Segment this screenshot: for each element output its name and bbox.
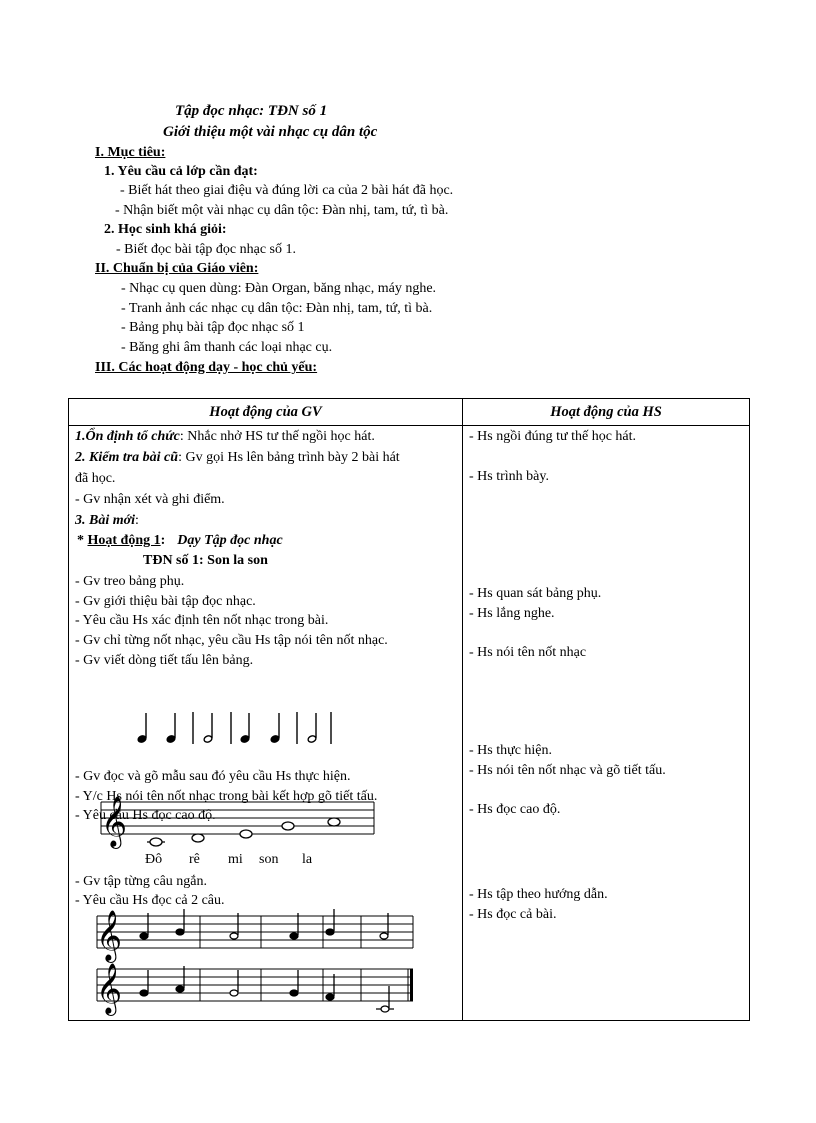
- student-line: - Hs nói tên nốt nhạc và gõ tiết tấu.: [469, 763, 666, 778]
- objective-item: - Biết hát theo giai điệu và đúng lời ca của 2 bài hát đã học.: [120, 183, 454, 198]
- preparation-item: - Bảng phụ bài tập đọc nhạc số 1: [121, 320, 305, 335]
- student-activities-cell: [463, 426, 750, 1021]
- preparation-item: - Băng ghi âm thanh các loại nhạc cụ.: [121, 340, 333, 355]
- whole-note: [192, 834, 204, 842]
- solfege-label: la: [302, 852, 313, 867]
- preparation-item: - Nhạc cụ quen dùng: Đàn Organ, băng nhạc, máy nghe.: [121, 281, 437, 296]
- treble-clef-icon: 𝄞: [96, 963, 123, 1014]
- teacher-line: - Yêu cầu Hs xác định tên nốt nhạc trong bài.: [75, 613, 329, 628]
- teacher-line: 1.Ổn định tổ chức: Nhắc nhở HS tư thế ngồi học hát.: [75, 429, 375, 444]
- treble-clef-icon: 𝄞: [101, 796, 128, 847]
- solfege-label: mi: [228, 852, 243, 867]
- quarter-note: [176, 986, 184, 992]
- teacher-line: - Gv nhận xét và ghi điểm.: [75, 492, 225, 507]
- student-line: - Hs tập theo hướng dẫn.: [469, 887, 608, 902]
- teacher-line: TĐN số 1: Son la son: [143, 553, 268, 568]
- objective-item: - Nhận biết một vài nhạc cụ dân tộc: Đàn nhị, tam, tứ, tì bà.: [115, 203, 449, 218]
- lesson-subtitle: Giới thiệu một vài nhạc cụ dân tộc: [163, 124, 378, 140]
- student-line: - Hs thực hiện.: [469, 743, 553, 758]
- teacher-line: - Gv viết dòng tiết tấu lên bảng.: [75, 653, 254, 668]
- solfege-label: Đô: [145, 852, 163, 867]
- teacher-line: - Yêu cầu Hs đọc cao độ.: [75, 808, 216, 823]
- teacher-line: 3. Bài mới:: [75, 513, 139, 528]
- half-note: [380, 933, 388, 939]
- preparation-item: - Tranh ảnh các nhạc cụ dân tộc: Đàn nhị, tam, tứ, tì bà.: [121, 301, 433, 316]
- half-note: [381, 1006, 389, 1012]
- section-objectives-heading: I. Mục tiêu:: [95, 145, 166, 160]
- teacher-line: - Gv đọc và gõ mẫu sau đó yêu cầu Hs thực hiện.: [75, 769, 351, 784]
- solfege-label: son: [259, 852, 279, 867]
- whole-note: [328, 818, 340, 826]
- section-preparation-heading: II. Chuẩn bị của Giáo viên:: [95, 261, 259, 276]
- section-activities-heading: III. Các hoạt động dạy - học chủ yếu:: [95, 360, 318, 375]
- quarter-note: [140, 990, 148, 996]
- quarter-note: [326, 994, 334, 1000]
- teacher-line: đã học.: [75, 471, 116, 486]
- student-line: - Hs đọc cao độ.: [469, 802, 561, 817]
- teacher-line: - Gv tập từng câu ngắn.: [75, 874, 207, 889]
- objectives-advanced-heading: 2. Học sinh khá giỏi:: [104, 222, 227, 237]
- teacher-line: - Gv treo bảng phụ.: [75, 574, 185, 589]
- student-column-header: Hoạt động của HS: [463, 399, 750, 426]
- final-bar-line: [410, 969, 413, 1001]
- teacher-line: - Gv giới thiệu bài tập đọc nhạc.: [75, 594, 256, 609]
- teacher-line: * Hoạt động 1: Dạy Tập đọc nhạc: [77, 533, 283, 548]
- student-line: - Hs quan sát bảng phụ.: [469, 586, 602, 601]
- teacher-column-header: Hoạt động của GV: [69, 399, 463, 426]
- student-line: - Hs đọc cả bài.: [469, 907, 557, 922]
- objective-item: - Biết đọc bài tập đọc nhạc số 1.: [116, 242, 297, 257]
- melody-staff-1: [97, 916, 413, 948]
- whole-note: [150, 838, 162, 846]
- objectives-class-heading: 1. Yêu cầu cả lớp cần đạt:: [104, 164, 258, 179]
- student-line: - Hs nói tên nốt nhạc: [469, 645, 587, 660]
- lesson-title: Tập đọc nhạc: TĐN số 1: [175, 103, 328, 119]
- solfege-label: rê: [189, 852, 200, 867]
- student-line: - Hs ngồi đúng tư thế học hát.: [469, 429, 637, 444]
- quarter-note: [176, 929, 184, 935]
- half-note: [230, 933, 238, 939]
- student-line: - Hs lắng nghe.: [469, 606, 555, 621]
- rhythm-notation: [69, 426, 463, 1020]
- teacher-line: - Gv chỉ từng nốt nhạc, yêu cầu Hs tập nói tên nốt nhạc.: [75, 633, 388, 648]
- quarter-note: [140, 933, 148, 939]
- quarter-note: [326, 929, 334, 935]
- half-note: [230, 990, 238, 996]
- student-line: - Hs trình bày.: [469, 469, 549, 484]
- quarter-note: [290, 990, 298, 996]
- treble-clef-icon: 𝄞: [96, 910, 123, 961]
- whole-note: [240, 830, 252, 838]
- teacher-line: - Yêu cầu Hs đọc cả 2 câu.: [75, 893, 225, 908]
- teacher-activities-cell: [69, 426, 463, 1021]
- quarter-note: [290, 933, 298, 939]
- teacher-line: - Y/c Hs nói tên nốt nhạc trong bài kết hợp gõ tiết tấu.: [75, 789, 378, 804]
- whole-note: [282, 822, 294, 830]
- activity-table: [68, 398, 750, 1021]
- teacher-line: 2. Kiểm tra bài cũ: Gv gọi Hs lên bảng trình bày 2 bài hát: [75, 450, 400, 465]
